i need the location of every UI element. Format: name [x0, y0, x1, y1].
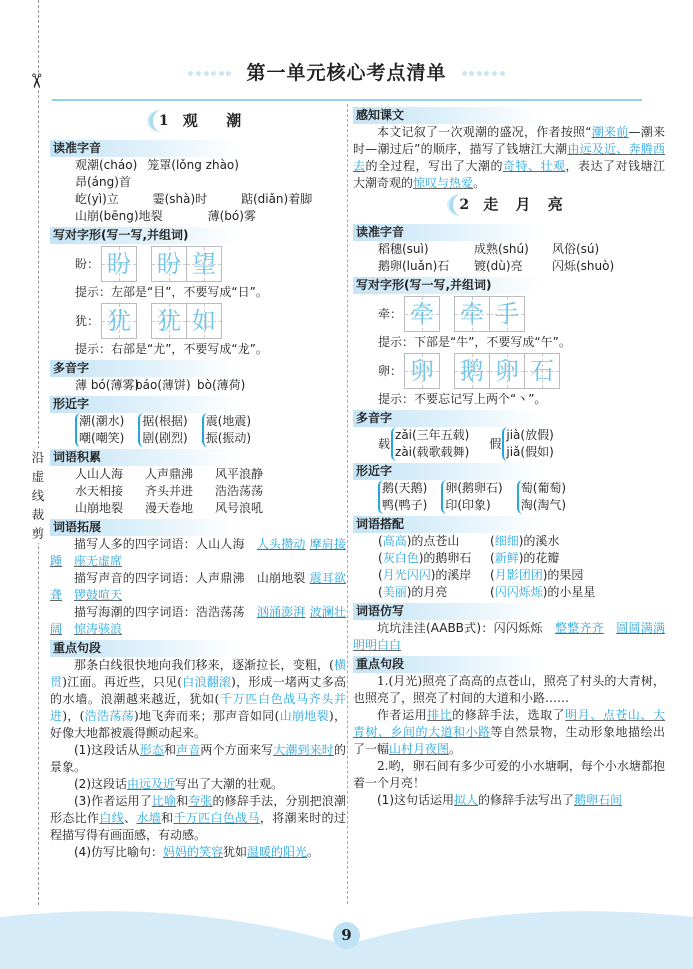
word-boxes — [151, 246, 222, 282]
polyphone-char: 假 — [489, 436, 502, 451]
practice-char: 犹 — [107, 307, 131, 335]
practice-char-label: 犹： — [75, 313, 100, 328]
answer-underlined: 形态 — [139, 743, 164, 757]
bracket-group — [378, 480, 427, 514]
writing-box — [151, 246, 187, 282]
text-segment: )的点苍山 — [406, 534, 460, 548]
answer-underlined: 惊叹与热爱 — [413, 176, 474, 190]
lesson-title: 观 潮 — [182, 111, 248, 130]
word-cell: 齐头并进 — [145, 484, 194, 498]
word-cell — [490, 584, 665, 601]
word-row — [353, 550, 665, 567]
text-segment: ( — [378, 534, 383, 548]
text-segment: ，表达了对钱塘江大潮奇观的 — [353, 159, 665, 190]
word-row — [353, 258, 665, 275]
word-row — [353, 584, 665, 601]
reading-item: zǎi(三年五载) — [395, 428, 470, 442]
word-cell: 笼罩(lǒng zhào) — [147, 158, 239, 172]
writing-box — [454, 296, 490, 332]
word-cell: báo(薄饼) — [135, 378, 191, 392]
answer-highlight: 浩浩荡荡 — [84, 709, 134, 723]
section-heading: 感知课文 — [353, 107, 541, 124]
reading-item: jià(放假) — [506, 428, 554, 442]
lesson-header — [50, 110, 346, 134]
writing-box — [490, 296, 525, 332]
word-cell: 稻穗(suì) — [378, 242, 429, 256]
reading-item: zài(载歌载舞) — [395, 445, 470, 459]
section-heading: 词语积累 — [50, 449, 238, 466]
text-segment: 本文记叙了一次观潮的盛况，作者按照“ — [377, 125, 592, 139]
word-cell — [490, 533, 665, 550]
word-cell: 漫天卷地 — [145, 501, 194, 515]
text-segment: 写出了大潮的壮观。 — [175, 777, 284, 791]
paragraph — [353, 673, 665, 707]
answer-underlined: 排比 — [427, 708, 453, 722]
right-column — [353, 105, 665, 809]
scissors-icon: ✂ — [24, 72, 49, 90]
answer-underlined: 摩肩接踵 — [50, 537, 346, 568]
similar-char-item: 卵(鹅卵石) — [445, 481, 503, 495]
text-segment: )的小星星 — [542, 585, 596, 599]
lesson-title: 走 月 亮 — [483, 195, 569, 214]
similar-char-item: 鸭(鸭子) — [382, 498, 428, 512]
word-cell: 闪烁(shuò) — [552, 259, 615, 273]
word-cell — [378, 584, 490, 601]
text-segment: ( — [490, 568, 495, 582]
word-cell: 风俗(sú) — [552, 242, 600, 256]
writing-box — [454, 353, 490, 389]
text-segment: )，( — [62, 709, 85, 723]
word-row — [353, 241, 665, 258]
reading-item: jiǎ(假如) — [506, 445, 554, 459]
page-header — [0, 58, 693, 85]
answer-underlined: 拟人 — [454, 793, 479, 807]
writing-practice — [353, 353, 665, 389]
word-cell: 镀(dù)亮 — [474, 259, 523, 273]
text-segment: 。 — [449, 742, 462, 756]
answer-underlined: 明明白白 — [353, 638, 402, 652]
text-segment: 、 — [124, 811, 137, 825]
paragraph — [353, 758, 665, 792]
answer-underlined: 潮来前 — [591, 125, 629, 139]
answer-underlined: 夸张 — [188, 794, 213, 808]
text-segment — [62, 588, 74, 602]
text-segment: 。 — [307, 845, 320, 859]
text-segment: )的溪水 — [518, 534, 560, 548]
similar-char-item: 振(振动) — [205, 431, 252, 445]
similar-char-item: 震(地震) — [205, 414, 252, 428]
answer-highlight: 闪闪烁烁 — [494, 585, 543, 599]
text-segment: 2.哟，卵石间有多少可爱的小水塘啊，每个小水塘都抱着一个月亮！ — [353, 759, 665, 790]
similar-char-item: 剧(剧烈) — [142, 431, 188, 445]
text-segment: 两个方面来写 — [200, 743, 274, 757]
paragraph — [50, 742, 346, 776]
section-heading: 形近字 — [50, 396, 238, 413]
paragraph — [50, 844, 346, 861]
text-segment: 1.(月光)照亮了高高的点苍山，照亮了村头的大青树，也照亮了，照亮了村间的大道和小路…… — [353, 674, 665, 705]
text-segment: 和 — [161, 811, 174, 825]
word-row — [50, 466, 346, 483]
text-segment: )的溪岸 — [430, 568, 472, 582]
practice-char: 望 — [192, 250, 216, 278]
practice-char: 盼 — [107, 250, 131, 278]
word-row — [50, 500, 346, 517]
practice-char: 手 — [495, 300, 519, 328]
text-segment — [62, 622, 74, 636]
decor-dots-right — [460, 65, 506, 79]
answer-underlined: 由远及近、奔腾西去 — [353, 142, 665, 173]
word-row — [353, 567, 665, 584]
text-segment — [62, 554, 74, 568]
similar-char-item: 嘲(嘲笑) — [79, 431, 125, 445]
lesson-number: 2 — [449, 194, 475, 216]
column-divider — [347, 104, 348, 904]
bracket-group — [441, 480, 502, 514]
writing-box — [151, 303, 187, 339]
answer-highlight: 横贯 — [50, 658, 346, 689]
text-segment: ( — [378, 551, 383, 565]
word-cell: 霎(shà)时 — [152, 192, 208, 206]
paragraph — [353, 707, 665, 758]
text-segment: (2)这段话 — [74, 777, 127, 791]
practice-char: 如 — [192, 307, 216, 335]
text-segment — [665, 621, 677, 635]
writing-box — [187, 246, 222, 282]
word-cell — [490, 550, 665, 567]
text-segment — [604, 621, 616, 635]
practice-char: 犹 — [157, 307, 181, 335]
text-segment: 犹如 — [223, 845, 248, 859]
cut-hint: 沿虚线裁剪 — [31, 450, 45, 541]
lesson-header — [353, 194, 665, 218]
word-row — [50, 483, 346, 500]
word-cell — [378, 533, 490, 550]
bracket-group — [138, 413, 187, 447]
text-segment: ( — [490, 551, 495, 565]
text-segment: (1)这句话运用 — [377, 793, 454, 807]
header-rule — [52, 99, 642, 101]
text-segment: ( — [378, 568, 383, 582]
text-segment: )的花瓣 — [518, 551, 560, 565]
hint-text: 提示：左部是“目”，不要写成“日”。 — [75, 285, 268, 299]
similar-char-item: 萄(葡萄) — [520, 481, 567, 495]
text-segment: 和 — [163, 743, 177, 757]
answer-underlined: 人头攒动 — [256, 537, 306, 551]
answer-underlined: 比喻 — [151, 794, 177, 808]
word-cell: 风平浪静 — [215, 467, 264, 481]
answer-highlight: 高高 — [382, 534, 407, 548]
practice-char-label: 盼： — [75, 256, 100, 271]
answer-underlined: 波澜壮阔 — [50, 605, 346, 636]
text-segment: ( — [490, 585, 495, 599]
text-segment: ( — [490, 534, 495, 548]
writing-box — [490, 353, 525, 389]
section-heading: 写对字形(写一写,并组词) — [50, 227, 238, 244]
answer-underlined: 由远及近 — [127, 777, 176, 791]
text-segment: )的鹅卵石 — [418, 551, 472, 565]
word-cell: 成熟(shú) — [474, 242, 529, 256]
answer-underlined: 圆圆满满 — [616, 621, 665, 635]
similar-chars — [353, 480, 665, 514]
answer-highlight: 美丽 — [382, 585, 407, 599]
practice-char: 盼 — [157, 250, 181, 278]
practice-char: 卵 — [410, 357, 434, 385]
paragraph — [50, 657, 346, 742]
word-cell: 薄(bó)雾 — [207, 209, 256, 223]
writing-practice — [353, 296, 665, 332]
word-cell — [378, 567, 490, 584]
text-segment: 那条白线很快地向我们移来，逐渐拉长，变粗，( — [74, 658, 334, 672]
text-segment: ( — [378, 585, 383, 599]
paragraph — [353, 792, 665, 809]
word-cell: bò(薄荷) — [197, 378, 246, 392]
word-cell: 浩浩荡荡 — [215, 484, 264, 498]
writing-practice — [50, 246, 346, 282]
text-segment: )的果园 — [542, 568, 584, 582]
word-boxes — [454, 296, 525, 332]
answer-underlined: 大潮到来时 — [273, 743, 334, 757]
practice-char: 牵 — [460, 300, 484, 328]
text-segment: (1)这段话从 — [74, 743, 140, 757]
text-segment: 描写声音的四字词语：人声鼎沸 山崩地裂 — [74, 571, 310, 585]
text-segment: 的景象。 — [50, 743, 346, 774]
word-cell — [378, 550, 490, 567]
text-segment: (4)仿写比喻句： — [74, 845, 163, 859]
answer-underlined: 座无虚席 — [74, 554, 123, 568]
section-heading: 重点句段 — [50, 640, 238, 657]
word-cell: 风号浪吼 — [215, 501, 264, 515]
section-heading: 读准字音 — [353, 224, 541, 241]
section-heading: 写对字形(写一写,并组词) — [353, 277, 541, 294]
answer-highlight: 灰白色 — [382, 551, 419, 565]
word-row — [50, 377, 346, 394]
word-cell: 山崩(bēng)地裂 — [75, 209, 163, 223]
bracket-group — [517, 480, 566, 514]
word-cell: 山崩地裂 — [75, 501, 124, 515]
section-heading: 词语仿写 — [353, 603, 541, 620]
writing-box — [187, 303, 222, 339]
answer-highlight: 新鲜 — [494, 551, 519, 565]
text-segment: )，好像大地都被震得颤动起来。 — [50, 709, 346, 740]
practice-char-label: 卵： — [378, 363, 403, 378]
text-segment: —潮来时—潮过后”的顺序，描写了钱塘江大潮 — [353, 125, 665, 156]
word-boxes — [151, 303, 222, 339]
word-cell: 人声鼎沸 — [145, 467, 194, 481]
word-row — [50, 208, 346, 225]
answer-underlined: 鹅卵石间 — [574, 793, 623, 807]
word-row — [50, 157, 346, 191]
answer-underlined: 汹涌澎湃 — [256, 605, 306, 619]
similar-char-item: 淘(淘气) — [520, 498, 567, 512]
text-segment: 描写人多的四字词语：人山人海 — [74, 537, 257, 551]
section-heading: 多音字 — [353, 410, 541, 427]
bracket-group — [502, 427, 553, 461]
answer-underlined: 山村月夜图 — [389, 742, 450, 756]
paragraph — [50, 793, 346, 844]
word-cell: 屹(yì)立 — [75, 192, 119, 206]
similar-char-item: 印(印象) — [445, 498, 491, 512]
page-title: 第一单元核心考点清单 — [246, 62, 447, 84]
left-column — [50, 108, 346, 861]
similar-char-item: 鹅(天鹅) — [382, 481, 428, 495]
writing-box — [525, 353, 560, 389]
text-segment: 作者运用 — [377, 708, 428, 722]
answer-underlined: 声音 — [176, 743, 201, 757]
word-cell: 水天相接 — [75, 484, 124, 498]
hint-text: 提示：下部是“牛”，不要写成“午”。 — [378, 335, 571, 349]
writing-box — [404, 353, 440, 389]
answer-underlined: 千万匹白色战马 — [173, 811, 260, 825]
text-segment: (3)作者运用了 — [74, 794, 152, 808]
practice-char-label: 牵： — [378, 306, 403, 321]
polyphone-group — [353, 427, 665, 461]
writing-box — [101, 246, 137, 282]
text-segment: 等自然景物，生动形象地描绘出了一幅 — [353, 725, 665, 756]
word-boxes — [454, 353, 560, 389]
word-cell: 人山人海 — [75, 467, 124, 481]
lesson-number: 1 — [149, 110, 175, 132]
answer-underlined: 震耳欲聋 — [50, 571, 346, 602]
answer-highlight: 细细 — [494, 534, 519, 548]
section-heading: 读准字音 — [50, 140, 238, 157]
text-segment: 坑坑洼洼(AABB式)：闪闪烁烁 — [377, 621, 555, 635]
practice-char: 鹅 — [460, 357, 484, 385]
paragraph — [353, 124, 665, 192]
section-heading: 重点句段 — [353, 656, 541, 673]
text-segment: 的全过程，写出了大潮的 — [365, 159, 503, 173]
text-segment: )地飞奔而来；那声音如同( — [134, 709, 280, 723]
practice-char: 牵 — [410, 300, 434, 328]
paragraph — [353, 620, 665, 654]
text-segment: 的修辞手法，选取了 — [452, 708, 566, 722]
paragraph — [50, 604, 346, 638]
paragraph — [50, 570, 346, 604]
answer-underlined: 锣鼓喧天 — [74, 588, 123, 602]
bracket-group — [75, 413, 124, 447]
text-segment: )，形成一堵两丈多高的水墙。浪潮越来越近，犹如( — [50, 675, 346, 706]
writing-box — [101, 303, 137, 339]
text-segment: 。 — [473, 176, 486, 190]
section-heading: 多音字 — [50, 360, 238, 377]
page-number: 9 — [333, 922, 360, 949]
answer-highlight: 白浪翻滚 — [181, 675, 232, 689]
similar-chars — [50, 413, 346, 447]
answer-underlined: 水墙 — [136, 811, 162, 825]
similar-char-item: 据(根据) — [142, 414, 188, 428]
answer-highlight: 月影团团 — [494, 568, 543, 582]
text-segment: 描写海潮的四字词语：浩浩荡荡 — [74, 605, 257, 619]
writing-box — [404, 296, 440, 332]
decor-dots-left — [187, 65, 233, 79]
section-heading: 词语拓展 — [50, 519, 238, 536]
section-heading: 词语搭配 — [353, 516, 541, 533]
answer-underlined: 惊涛骇浪 — [74, 622, 123, 636]
word-cell: 踮(diǎn)着脚 — [240, 192, 313, 206]
answer-underlined: 整整齐齐 — [554, 621, 604, 635]
word-row — [50, 191, 346, 208]
answer-highlight: 月光闪闪 — [382, 568, 431, 582]
polyphone-char: 载 — [378, 436, 391, 451]
paragraph — [50, 536, 346, 570]
answer-highlight: 千万匹白色战马齐头并进 — [50, 692, 346, 723]
text-segment: )的月亮 — [406, 585, 448, 599]
word-cell: 薄 bó(薄雾) — [75, 378, 140, 392]
bracket-group — [391, 427, 469, 461]
text-segment: ，将潮来时的过程描写得有画面感，有动感。 — [50, 811, 346, 842]
text-segment: )江面。再近些，只见( — [62, 675, 182, 689]
bracket-group — [202, 413, 251, 447]
hint-text: 提示：右部是“尤”，不要写成“龙”。 — [75, 342, 268, 356]
text-segment: 的修辞手法，分别把浪潮形态比作 — [50, 794, 346, 825]
hint-text: 提示：不要忘记写上两个“丶”。 — [378, 392, 547, 406]
writing-practice — [50, 303, 346, 339]
answer-highlight: 山崩地裂 — [279, 709, 329, 723]
section-heading: 形近字 — [353, 463, 541, 480]
answer-underlined: 白线 — [99, 811, 125, 825]
text-segment: 和 — [176, 794, 189, 808]
word-cell: 观潮(cháo) — [75, 158, 138, 172]
answer-underlined: 明月、点苍山、大青树、乡间的大道和小路 — [353, 708, 665, 739]
answer-underlined: 妈妈的笑容 — [163, 845, 224, 859]
answer-underlined: 奇特、壮观 — [502, 159, 566, 173]
practice-char: 卵 — [495, 357, 519, 385]
practice-char: 石 — [530, 357, 554, 385]
word-cell: 昂(áng)首 — [75, 175, 131, 189]
text-segment: 的修辞手法写出了 — [478, 793, 575, 807]
word-cell — [490, 567, 665, 584]
paragraph — [50, 776, 346, 793]
answer-underlined: 温暖的阳光 — [247, 845, 308, 859]
similar-char-item: 潮(潮水) — [79, 414, 125, 428]
word-cell: 鹅卵(luǎn)石 — [378, 259, 450, 273]
word-row — [353, 533, 665, 550]
